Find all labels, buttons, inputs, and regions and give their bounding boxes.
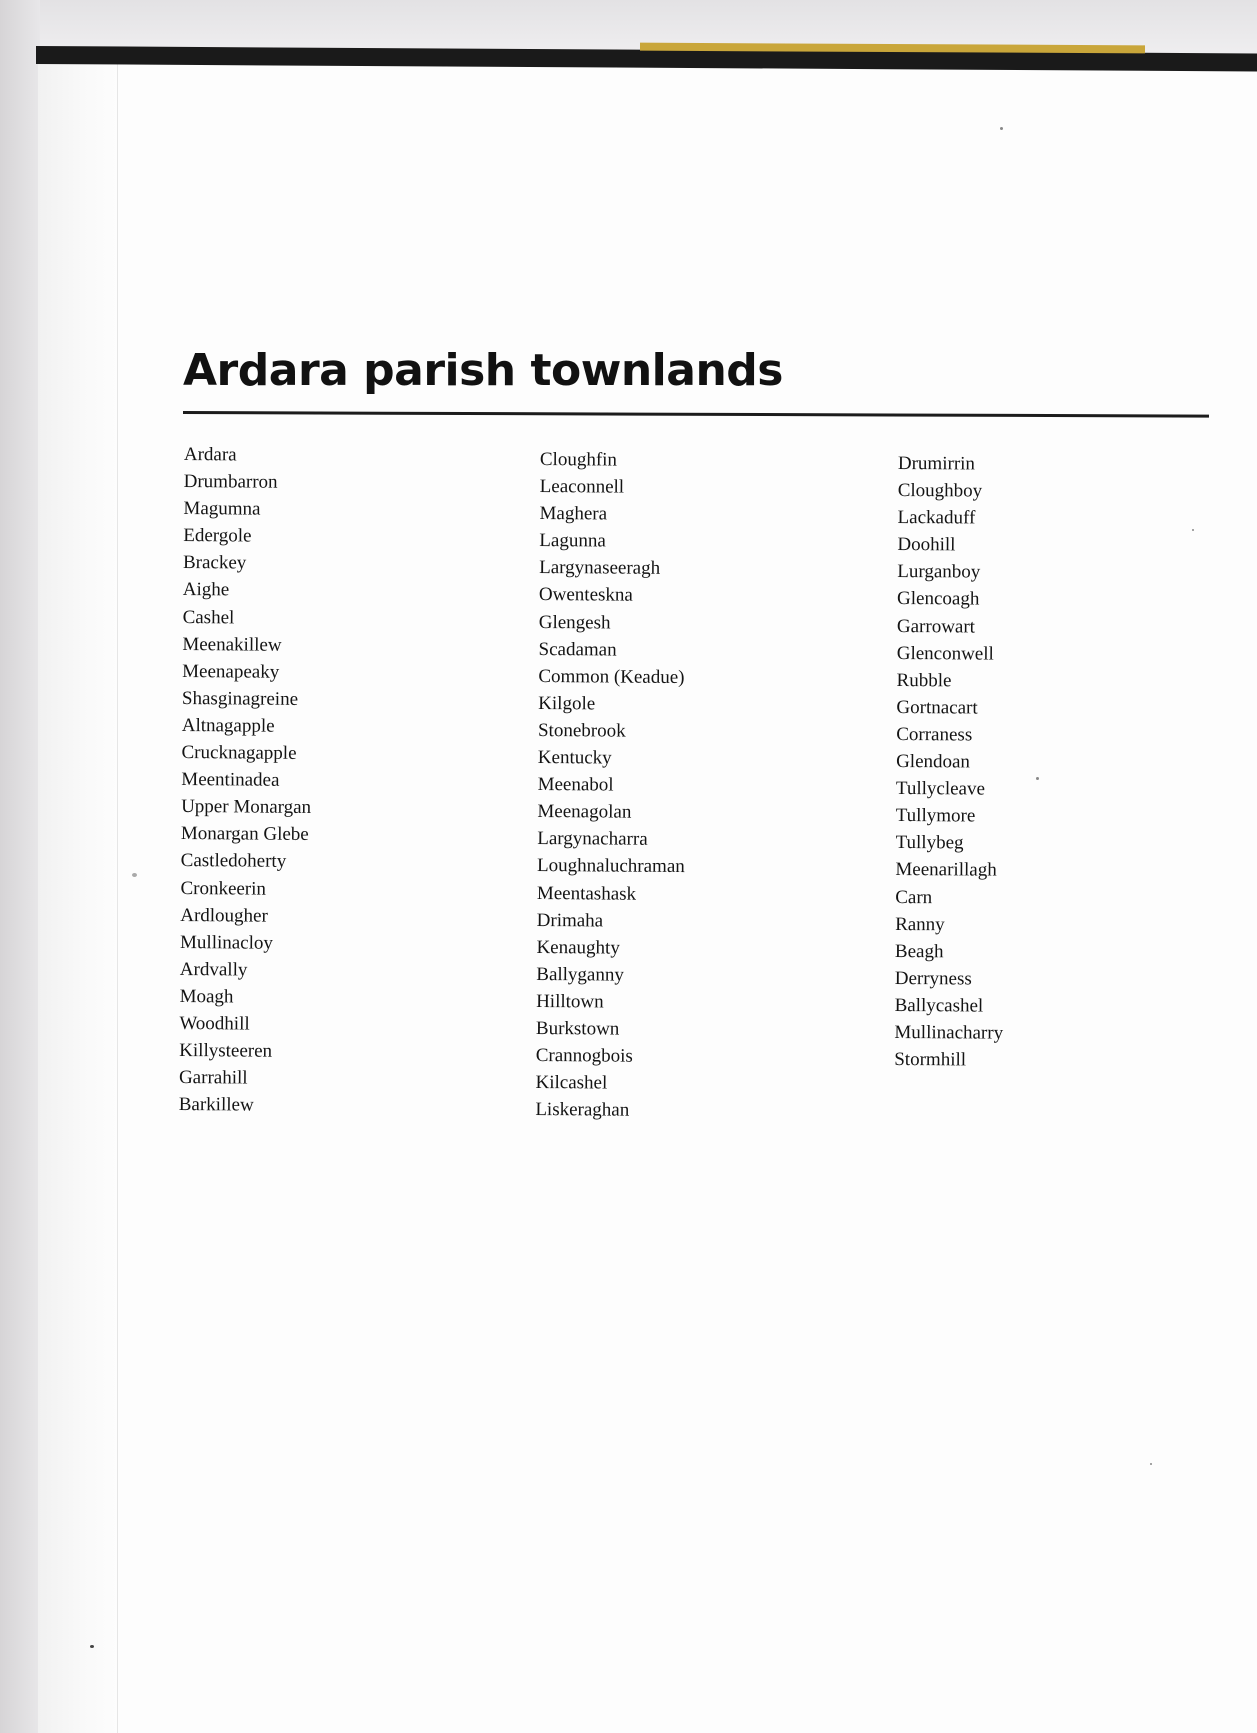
townland-name: Tullybeg [895, 832, 964, 854]
townland-name: Drimaha [536, 909, 604, 932]
townland-name: Glenconwell [896, 642, 994, 665]
townland-name: Derryness [894, 967, 972, 990]
townland-name: Meenarillagh [895, 859, 997, 882]
townland-name: Rubble [896, 669, 952, 692]
townland-column-2 [535, 446, 687, 1124]
page-gutter-shadow [38, 56, 118, 1733]
townland-name: Carn [895, 886, 933, 908]
townland-name: Aighe [182, 579, 230, 601]
townland-name: Hilltown [536, 990, 604, 1013]
townland-name: Loughnaluchraman [536, 855, 685, 878]
townland-name: Lackaduff [897, 507, 976, 529]
townland-name: Lagunna [539, 530, 606, 552]
townland-name: Meenagolan [537, 801, 632, 823]
townland-name: Woodhill [179, 1012, 250, 1035]
townland-name: Tullycleave [895, 778, 986, 800]
townland-name: Largynaseeragh [539, 557, 661, 580]
townland-name: Doohill [897, 534, 956, 556]
townland-name: Shasginagreine [181, 687, 299, 710]
scan-speck [132, 873, 137, 877]
scan-speck [90, 1645, 94, 1648]
townland-name: Ballycashel [894, 994, 984, 1017]
townland-name: Mullinacloy [179, 931, 274, 954]
townland-name: Gortnacart [896, 696, 978, 719]
townland-name: Glencoagh [897, 588, 980, 610]
townland-name: Moagh [179, 985, 234, 1008]
townland-name: Cronkeerin [180, 877, 267, 900]
townland-name: Owenteskna [538, 584, 633, 607]
scan-speck [1036, 777, 1039, 780]
townland-name: Upper Monargan [181, 796, 312, 819]
townland-name: Burkstown [535, 1017, 620, 1040]
townland-name: Stonebrook [537, 719, 626, 742]
townland-name: Beagh [894, 940, 944, 962]
townland-name: Ranny [895, 913, 945, 935]
townland-name: Ardvally [179, 958, 248, 981]
townland-name: Altnagapple [181, 714, 275, 737]
townland-name: Drumirrin [897, 452, 976, 475]
townland-name: Edergole [183, 525, 252, 547]
townland-name: Castledoherty [180, 850, 287, 873]
townland-name: Magumna [183, 498, 261, 520]
townland-column-3 [894, 450, 1006, 1074]
townland-name: Tullymore [895, 805, 976, 827]
townland-name: Meenakillew [182, 633, 282, 656]
townland-name: Largynacharra [537, 828, 648, 851]
page-title: Ardara parish townlands [183, 345, 783, 396]
townland-name: Glengesh [538, 611, 611, 634]
townland-name: Crucknagapple [181, 742, 297, 764]
scan-speck [1000, 127, 1003, 130]
townland-name: Garrowart [896, 615, 976, 638]
townland-name: Cloughfin [539, 448, 618, 471]
townland-name: Meentinadea [181, 769, 280, 791]
townland-name: Ardara [183, 443, 237, 466]
townland-column-1 [179, 441, 314, 1119]
townland-name: Cashel [182, 606, 235, 628]
townland-name: Ballyganny [536, 963, 624, 986]
scan-speck [1192, 529, 1194, 531]
townland-name: Scadaman [538, 638, 617, 661]
townland-name: Common (Keadue) [538, 665, 685, 688]
townland-name: Leaconnell [539, 476, 625, 498]
townland-name: Liskeraghan [535, 1099, 630, 1121]
townland-name: Stormhill [894, 1049, 967, 1071]
scan-background-left [0, 0, 40, 1733]
townland-name: Garrahill [178, 1067, 248, 1089]
townland-name: Meentashask [536, 882, 637, 905]
townland-name: Maghera [539, 503, 608, 525]
townland-name: Brackey [182, 552, 247, 574]
townland-name: Glendoan [896, 751, 971, 773]
townland-name: Kentucky [537, 747, 612, 769]
townland-name: Killysteeren [179, 1040, 273, 1062]
scan-speck [1150, 1463, 1152, 1465]
townland-name: Kilgole [538, 692, 596, 715]
page-gutter-line [117, 56, 118, 1733]
townland-name: Ardlougher [180, 904, 268, 927]
townland-name: Barkillew [178, 1094, 254, 1116]
townland-name: Corraness [896, 723, 973, 746]
townland-name: Meenapeaky [182, 660, 280, 683]
townland-name: Crannogbois [535, 1045, 633, 1067]
townland-name: Lurganboy [897, 561, 981, 583]
townland-name: Meenabol [537, 774, 614, 796]
townland-name: Kenaughty [536, 936, 620, 959]
townland-name: Kilcashel [535, 1072, 608, 1094]
townland-name: Mullinacharry [894, 1021, 1004, 1044]
townland-name: Cloughboy [897, 480, 983, 502]
townland-name: Monargan Glebe [180, 823, 309, 846]
townland-name: Drumbarron [183, 471, 278, 493]
